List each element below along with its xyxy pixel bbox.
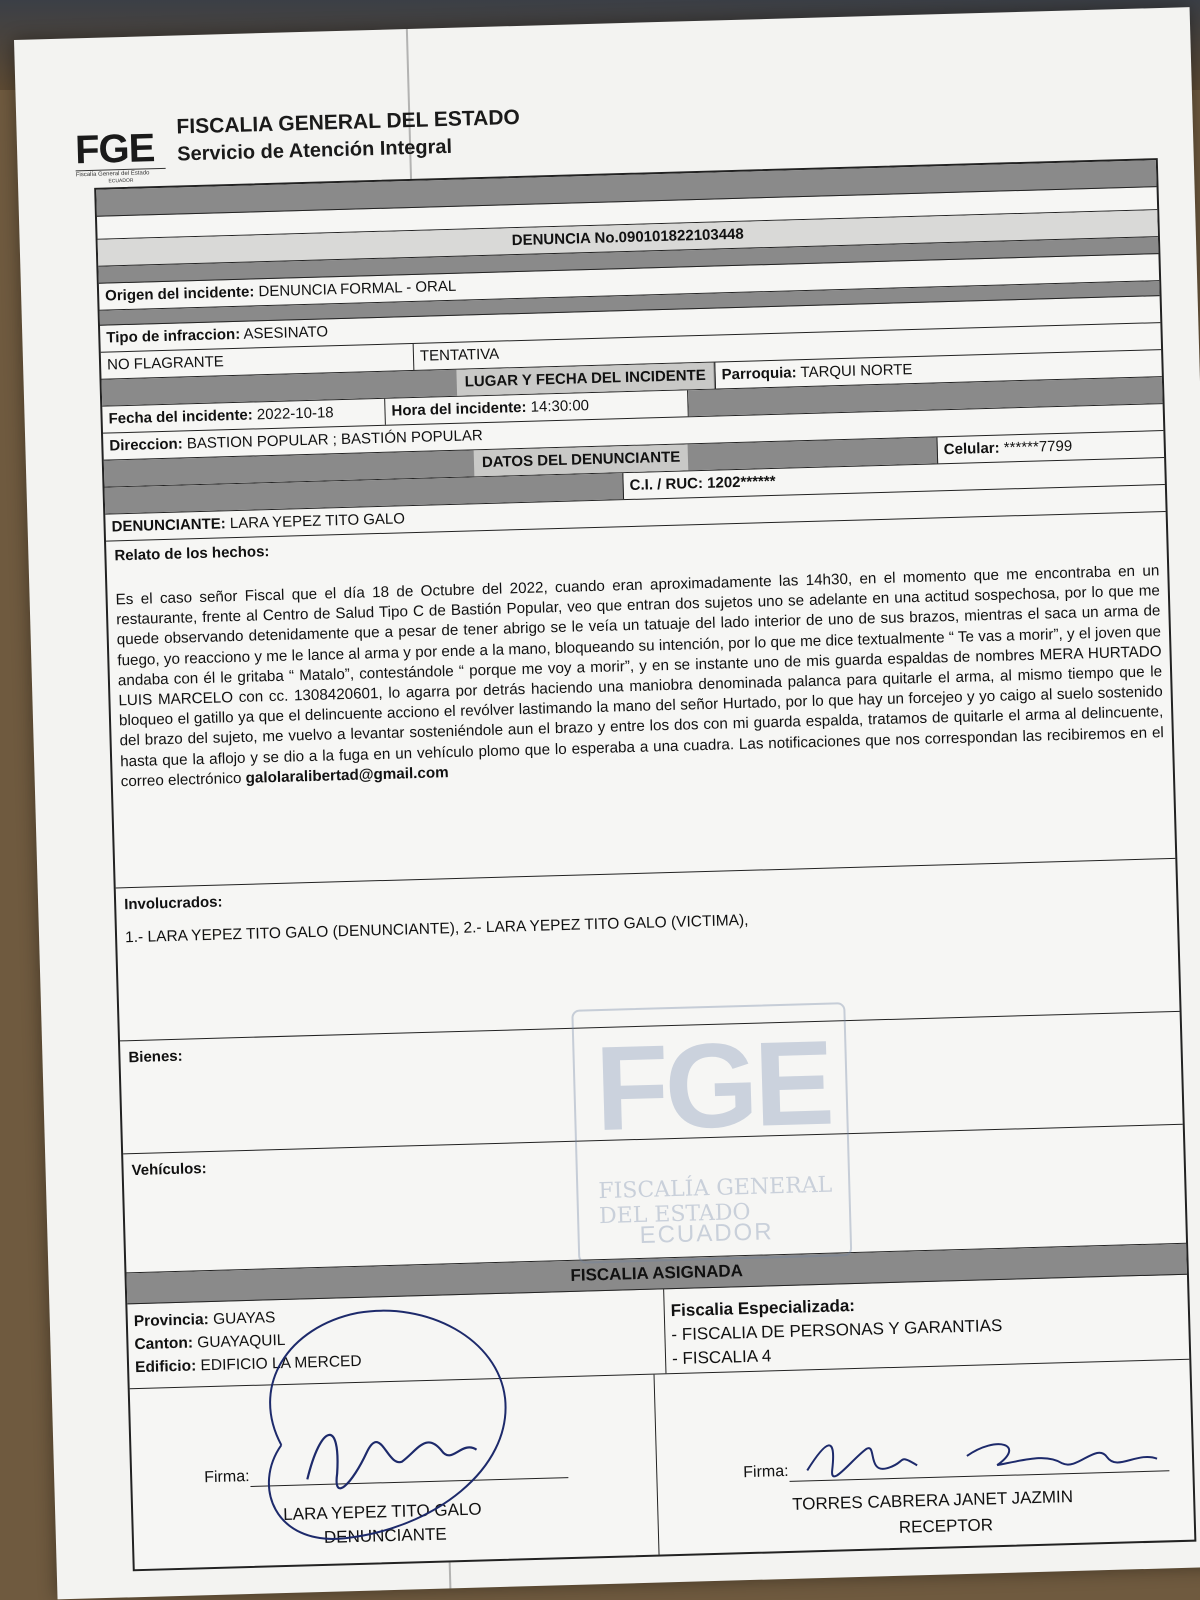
involucrados-title: Involucrados:: [123, 893, 223, 914]
especializada-label: Fiscalia Especializada:: [670, 1296, 856, 1321]
firma-label-right: Firma:: [743, 1462, 789, 1482]
fiscalia-header: FISCALIA ASIGNADA: [126, 1244, 1186, 1305]
signature-denunciante: [207, 1298, 544, 1557]
parroquia-value: TARQUI NORTE: [800, 361, 913, 382]
bienes-title: Bienes:: [128, 1047, 183, 1067]
fge-logo: [75, 128, 167, 185]
relato-email: galolaralibertad@gmail.com: [245, 763, 449, 787]
canton-label: Canton:: [134, 1334, 194, 1354]
watermark-line2: ECUADOR: [639, 1218, 774, 1249]
especializada-2: - FISCALIA 4: [671, 1346, 772, 1369]
lugar-header: LUGAR Y FECHA DEL INCIDENTE: [456, 363, 714, 396]
denuncia-number: DENUNCIA No.090101822103448: [98, 210, 1158, 267]
relato-body: [115, 561, 1164, 792]
origen-value: DENUNCIA FORMAL - ORAL: [258, 277, 457, 301]
org-title: FISCALIA GENERAL DEL ESTADO: [176, 105, 521, 139]
watermark-line1: FISCALÍA GENERAL DEL ESTADO: [598, 1172, 833, 1230]
relato-section: [106, 512, 1175, 888]
tipo-label: Tipo de infraccion:: [106, 325, 241, 347]
involucrados-text: 1.- LARA YEPEZ TITO GALO (DENUNCIANTE), 2.- LARA YEPEZ TITO GALO (VICTIMA),: [124, 911, 749, 947]
right-signer-role: RECEPTOR: [898, 1515, 994, 1537]
edificio-label: Edificio:: [134, 1357, 197, 1377]
left-signer-role: DENUNCIANTE: [323, 1524, 447, 1547]
especializada-cell: [664, 1275, 1189, 1374]
canton-value: GUAYAQUIL: [197, 1331, 286, 1352]
parroquia-label: Parroquia:: [721, 364, 797, 384]
fecha-label: Fecha del incidente:: [108, 406, 254, 428]
celular-label: Celular:: [943, 439, 1000, 459]
relato-title: Relato de los hechos:: [114, 543, 270, 565]
watermark-logo: FGE: [593, 1015, 832, 1157]
grado-value: TENTATIVA: [419, 345, 500, 365]
document-page: [14, 7, 1200, 1599]
relato-text: Es el caso señor Fiscal que el día 18 de Octubre del 2022, cuando eran aproximadamente las 14h30, en el momento que me encontraba en un restaurante, frente al Centro de Salud Tipo C de Bastión Popular, veo que entran dos sujetos uno se adelante en una actitud sospechosa, por lo que me quede observando detenidamente que a pesar de tener abrigo se le veía un tatuaje del lado interior de uno de sus brazos, mientras el saca un arma de fuego, yo reacciono y me le lance al arma y por ende a la mano, bloqueando su intención, por lo que me dice textualmente “ Te vas a morir”, y el joven que andaba con él le gritaba “ Matalo”, contestándole “ porque me voy a morir”, y en se instante uno de mis guarda espaldas de nombres MERA HURTADO LUIS MARCELO con cc. 1308420601, lo agarra por detrás haciendo una maniobra denominada palanca para quitarle el arma, al mismo tiempo que le bloqueo el gatillo ya que el delincuente acciono el revólver lastimando la mano del señor Hurtado, por lo que hay un forcejeo y yo caigo al suelo sostenido del brazo del sujeto, me vuelvo a levantar sosteniéndole aun el brazo y entre los dos con mi guarda espalda, tratamos de quitarle el arma al delincuente, hasta que la aflojo y se dio a la fuga en un vehículo plomo que lo esperaba a una cuadra. Las notificaciones que nos correspondan las recibiremos en el correo electrónico: [115, 562, 1165, 791]
denuncia-form: [94, 158, 1196, 1571]
firma-denunciante-cell: [130, 1375, 660, 1570]
org-subtitle: Servicio de Atención Integral: [176, 135, 453, 166]
logo-country: ECUADOR: [108, 177, 134, 185]
provincia-value: GUAYAS: [212, 1309, 276, 1328]
celular-value: ******7799: [1003, 437, 1073, 457]
signature-receptor: [796, 1420, 1178, 1501]
direccion-label: Direccion:: [109, 435, 183, 455]
direccion-value: BASTION POPULAR ; BASTIÓN POPULAR: [186, 427, 483, 453]
hora-label: Hora del incidente:: [391, 398, 527, 420]
denunciante-header: DATOS DEL DENUNCIANTE: [474, 444, 689, 476]
vehiculos-title: Vehículos:: [131, 1160, 207, 1180]
especializada-1: - FISCALIA DE PERSONAS Y GARANTIAS: [671, 1315, 1003, 1345]
ci-label: C.I. / RUC:: [629, 474, 704, 494]
hora-value: 14:30:00: [530, 397, 590, 416]
left-signer-name: LARA YEPEZ TITO GALO: [283, 1499, 482, 1525]
fecha-value: 2022-10-18: [256, 404, 334, 424]
fge-watermark-stamp: [571, 1002, 852, 1264]
provincia-label: Provincia:: [133, 1311, 209, 1331]
edificio-value: EDIFICIO LA MERCED: [200, 1352, 362, 1375]
tipo-value: ASESINATO: [243, 323, 329, 343]
logo-subtitle: Fiscalía General del Estado: [76, 168, 166, 180]
logo-mark: FGE: [74, 126, 155, 173]
denunciante-label: DENUNCIANTE:: [111, 515, 226, 536]
firmas-row: [130, 1360, 1195, 1570]
origen-label: Origen del incidente:: [104, 283, 255, 305]
denunciante-value: LARA YEPEZ TITO GALO: [229, 510, 406, 533]
firma-receptor-cell: [655, 1360, 1195, 1555]
flagrancia-value: NO FLAGRANTE: [101, 344, 415, 379]
ci-value: 1202******: [706, 472, 776, 492]
firma-label-left: Firma:: [203, 1467, 250, 1487]
right-signer-name: TORRES CABRERA JANET JAZMIN: [791, 1487, 1074, 1514]
